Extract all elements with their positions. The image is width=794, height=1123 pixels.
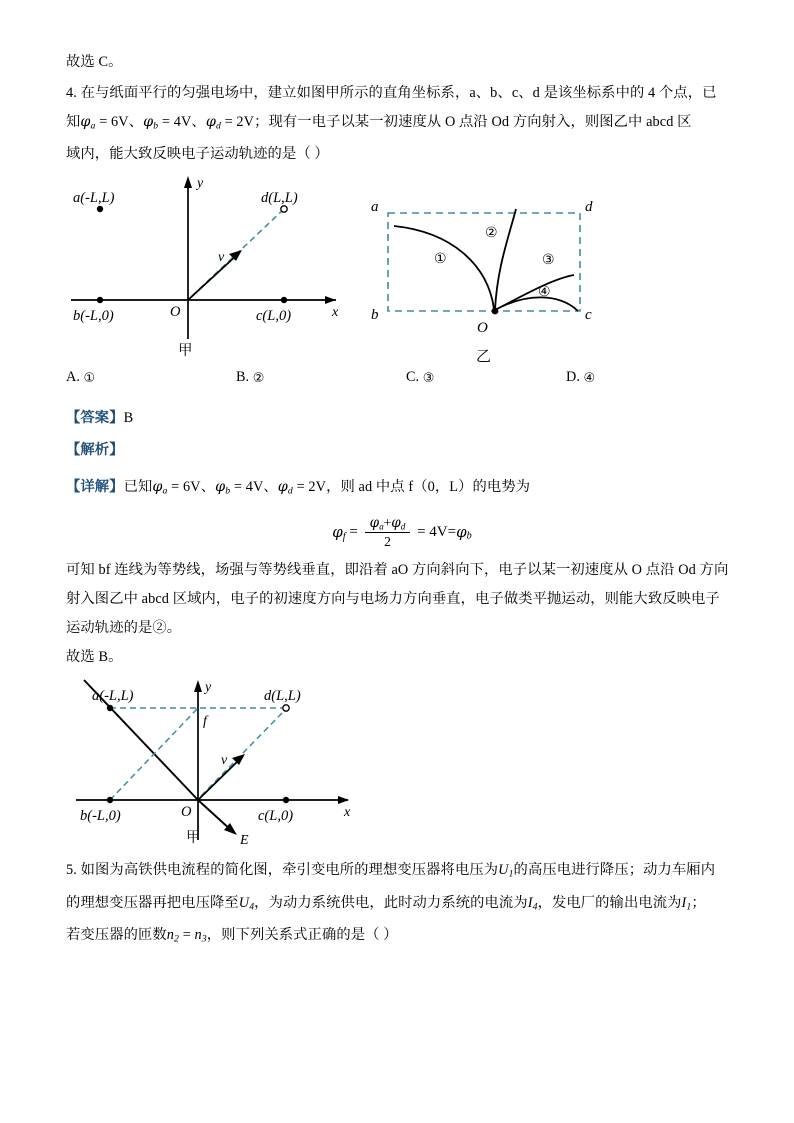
caption-jia: 甲 xyxy=(178,343,193,360)
point-c-dot xyxy=(281,297,287,303)
point-c-dot-2 xyxy=(283,797,289,803)
label-origin-2: O xyxy=(181,804,192,821)
q4-detail-line: 【详解】已知$\varphi_a = 6V$、$\varphi_b = 4V$、$\varphi_d = 2V$，则 ad 中点 f（0，L）的电势为 xyxy=(66,479,531,497)
q5-line-3 xyxy=(66,921,738,953)
label-field-E: E xyxy=(240,833,249,849)
q4-stem-text-2: ；现有一电子以某一初速度从 O 点沿 Od 方向射入，则图乙中 abcd 区 xyxy=(254,114,692,130)
label-point-c: c(L,0) xyxy=(256,308,292,325)
label-point-a-2: a(-L,L) xyxy=(92,688,134,705)
detail-label: 【详解】 xyxy=(66,479,124,496)
equation-num-phi-a-sub: a xyxy=(379,521,384,532)
q4-stem-line-2: 知$\varphi_a = 6V$、$\varphi_b = 4V$、$\varphi_d = 2V$；现有一电子以某一初速度从 O 点沿 Od 方向射入，则图乙中 abcd 区 xyxy=(66,114,692,132)
q5-text-2a: 的理想变压器再把电压降至 xyxy=(66,894,239,911)
option-D[interactable] xyxy=(566,369,595,386)
y-axis-arrow xyxy=(184,176,192,188)
phi-a-symbol: φ xyxy=(80,114,91,130)
velocity-arrowhead-2 xyxy=(232,754,245,765)
equation-num-phi-d-sub: d xyxy=(400,521,406,532)
detail-phi-d: φ xyxy=(277,479,288,496)
phi-d-symbol: φ xyxy=(205,114,216,130)
point-b-dot xyxy=(97,297,103,303)
q4-conclusion: 故选 B。 xyxy=(66,649,123,666)
equation-equals-2: = 4V= xyxy=(417,523,457,540)
option-B-value: ② xyxy=(252,371,265,387)
option-D-key: D. xyxy=(566,369,580,386)
q5-symbol-n2: n xyxy=(166,926,175,943)
label-point-b: b(-L,0) xyxy=(73,308,114,325)
q4-answer-row xyxy=(66,404,738,433)
reason-line-3: 运动轨迹的是②。 xyxy=(66,620,182,637)
label-y-axis: y xyxy=(197,176,204,192)
phi-a-subscript: a xyxy=(90,120,96,132)
trajectory-curve-2 xyxy=(495,209,516,310)
phi-b-value: = 4V xyxy=(161,114,192,130)
detail-phi-b: φ xyxy=(215,479,226,496)
q5-line-2 xyxy=(66,889,738,921)
q5-text-3b: ，则下列关系式正确的是（ ） xyxy=(206,926,398,943)
field-vector-E xyxy=(198,800,232,831)
option-A-key: A. xyxy=(66,369,80,386)
equation-rhs-phi-b: φ xyxy=(456,523,467,542)
detail-phi-a-sub: a xyxy=(162,485,168,497)
point-O-dot xyxy=(492,308,499,315)
phi-a-value: = 6V xyxy=(99,114,129,130)
label-point-b-2: b(-L,0) xyxy=(80,808,121,825)
label-curve-1: ① xyxy=(434,251,447,268)
option-A[interactable] xyxy=(66,369,95,386)
figure-jia-top xyxy=(66,169,366,370)
label-x-axis-2: x xyxy=(344,805,351,821)
label-point-d: d(L,L) xyxy=(261,190,298,207)
equation-phi-f: φ xyxy=(332,522,343,541)
label-corner-c: c xyxy=(585,307,592,324)
q5-symbol-U4-sub: 4 xyxy=(249,900,255,912)
trajectory-curve-4 xyxy=(495,298,578,312)
point-b-dot-2 xyxy=(107,797,113,803)
option-B-key: B. xyxy=(236,369,250,386)
equation-rhs-phi-b-sub: b xyxy=(466,530,472,542)
figure-yi-svg xyxy=(366,169,616,369)
q5-symbol-I1-sub: 1 xyxy=(686,900,692,912)
label-corner-b: b xyxy=(371,307,379,324)
label-origin: O xyxy=(170,304,181,321)
equation-denominator: 2 xyxy=(384,534,391,550)
q5-symbol-n3-sub: 3 xyxy=(201,933,207,945)
label-point-c-2: c(L,0) xyxy=(258,808,294,825)
equation-phi-f-sub: f xyxy=(342,531,346,543)
q4-stem-known: 知 xyxy=(66,114,81,130)
detail-val-d: = 2V xyxy=(296,479,327,496)
document-body xyxy=(66,48,738,953)
equation-num-phi-d: φ xyxy=(391,514,401,531)
equation-fraction xyxy=(365,515,411,550)
label-corner-a: a xyxy=(371,199,379,216)
od-dashed-line-2 xyxy=(201,710,285,796)
q5-symbol-U1: U xyxy=(498,862,509,879)
figure-jia-bottom xyxy=(58,672,388,853)
q4-stem-text-1: 在与纸面平行的匀强电场中，建立如图甲所示的直角坐标系，a、b、c、d 是该坐标系中的 4 个点，已 xyxy=(80,85,717,101)
q5-equals: = xyxy=(182,926,191,943)
previous-answer-line: 故选 C。 xyxy=(66,54,123,70)
q5-symbol-U1-sub: 1 xyxy=(508,868,514,880)
detail-val-b: = 4V xyxy=(233,479,264,496)
detail-phi-d-sub: d xyxy=(287,485,293,497)
label-velocity: v xyxy=(218,250,225,266)
answer-label: 【答案】 xyxy=(66,410,124,427)
reason-line-2: 射入图乙中 abcd 区域内，电子的初速度方向与电场力方向垂直，电子做类平抛运动，则能大致反映电子 xyxy=(66,591,720,608)
q5-symbol-I4: I xyxy=(527,894,533,911)
x-axis-arrow-2 xyxy=(338,796,349,804)
detail-val-a: = 6V xyxy=(171,479,201,496)
q4-stem-line-1 xyxy=(66,79,738,108)
q5-symbol-n3: n xyxy=(194,926,202,943)
answer-value: B xyxy=(123,410,134,427)
label-curve-4: ④ xyxy=(538,284,551,301)
label-curve-3: ③ xyxy=(542,252,555,269)
q5-line-1 xyxy=(66,856,738,888)
label-velocity-2: v xyxy=(221,753,228,769)
point-d-dot xyxy=(281,206,287,212)
label-origin-yi: O xyxy=(477,320,488,337)
potential-equation xyxy=(66,506,738,556)
figures-row-1 xyxy=(66,169,738,369)
phi-b-symbol: φ xyxy=(143,114,154,130)
equation-plus: + xyxy=(383,514,392,530)
question-4-stem xyxy=(66,79,738,169)
phi-d-subscript: d xyxy=(215,120,221,132)
q4-number: 4. xyxy=(66,85,77,101)
detail-mid: ，则 ad 中点 f（0，L）的电势为 xyxy=(326,479,531,496)
velocity-vector-2 xyxy=(198,758,241,800)
equation-lhs xyxy=(332,523,345,543)
q5-text-2b: ，为动力系统供电，此时动力系统的电流为 xyxy=(254,894,528,911)
option-D-value: ④ xyxy=(583,371,596,387)
figures-row-2 xyxy=(66,672,738,848)
reason-line-1: 可知 bf 连线为等势线，场强与等势线垂直，即沿着 aO 方向斜向下，电子以某一初速度从 O 点沿 Od 方向 xyxy=(66,562,729,579)
option-C-value: ③ xyxy=(422,371,435,387)
equation-equals-1: = xyxy=(349,523,358,540)
question-5-stem xyxy=(66,856,738,953)
q5-number: 5. xyxy=(66,862,77,879)
label-x-axis: x xyxy=(332,305,339,321)
velocity-vector xyxy=(188,254,238,300)
point-a-dot-2 xyxy=(107,705,113,711)
q4-stem-line-3: 域内，能大致反映电子运动轨迹的是（ ） xyxy=(66,146,329,163)
caption-jia-2: 甲 xyxy=(186,830,201,847)
equation-num-phi-a: φ xyxy=(369,514,380,531)
y-axis-arrow-2 xyxy=(194,680,202,692)
q5-text-3a: 若变压器的匝数 xyxy=(66,926,167,943)
q5-text-1b: 的高压电进行降压；动力车厢内 xyxy=(513,862,716,879)
label-point-a: a(-L,L) xyxy=(73,190,115,207)
option-C[interactable] xyxy=(406,369,434,386)
detail-intro: 已知 xyxy=(123,479,153,496)
q5-symbol-I1: I xyxy=(681,894,687,911)
label-y-axis-2: y xyxy=(205,680,212,696)
phi-d-value: = 2V xyxy=(224,114,255,130)
option-A-value: ① xyxy=(83,371,96,387)
point-a-dot xyxy=(97,206,103,212)
label-midpoint-f: f xyxy=(203,714,207,730)
option-C-key: C. xyxy=(406,369,420,386)
q5-text-2c: ，发电厂的输出电流为 xyxy=(537,894,682,911)
q5-symbol-U4: U xyxy=(238,894,250,911)
label-curve-2: ② xyxy=(485,225,498,242)
figure-yi xyxy=(366,169,616,374)
phi-b-subscript: b xyxy=(153,120,159,132)
q5-text-1a: 如图为高铁供电流程的简化图，牵引变电所的理想变压器将电压为 xyxy=(80,862,499,879)
x-axis-arrow xyxy=(325,296,336,304)
equation-numerator xyxy=(365,515,411,533)
q4-reasoning xyxy=(66,556,738,672)
q5-symbol-n2-sub: 2 xyxy=(174,933,179,945)
label-point-d-2: d(L,L) xyxy=(264,688,301,705)
detail-phi-a: φ xyxy=(152,479,163,496)
caption-yi: 乙 xyxy=(476,348,492,366)
q5-text-2d: ； xyxy=(691,894,706,911)
figure-jia-bottom-svg xyxy=(58,672,388,848)
detail-phi-b-sub: b xyxy=(225,485,231,497)
q4-options-row xyxy=(66,369,738,399)
q5-symbol-I4-sub: 4 xyxy=(532,900,538,912)
option-B[interactable] xyxy=(236,369,264,386)
figure-jia-top-svg xyxy=(66,169,366,365)
analysis-label: 【解析】 xyxy=(66,442,124,459)
label-corner-d: d xyxy=(585,199,593,216)
trajectory-curve-1 xyxy=(394,226,494,309)
point-d-dot-2 xyxy=(283,705,289,711)
